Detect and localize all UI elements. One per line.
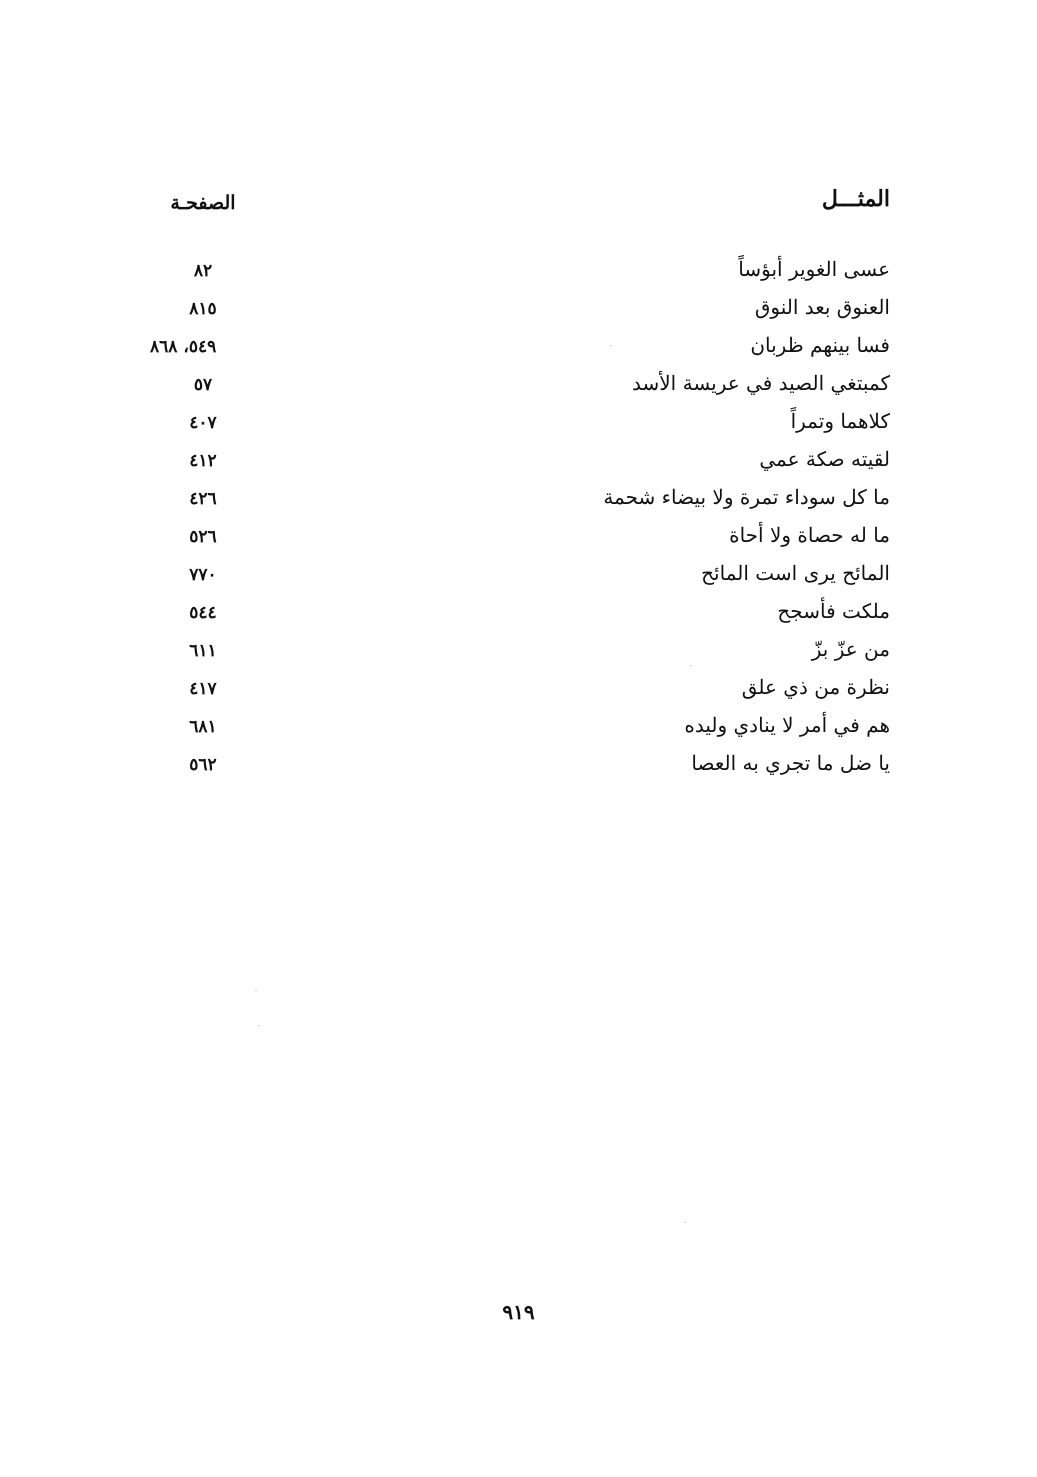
page-reference: ٤٢٦ xyxy=(189,489,217,509)
page-reference: ٤١٧ xyxy=(189,679,217,699)
proverb-text: يا ضل ما تجري به العصا xyxy=(691,751,890,775)
scan-speck xyxy=(258,1025,260,1026)
page-reference: ٤٠٧ xyxy=(189,413,217,433)
proverb-text: كلاهما وتمراً xyxy=(790,409,890,433)
scan-speck xyxy=(684,1222,686,1223)
list-item xyxy=(150,252,890,290)
list-item xyxy=(150,442,890,480)
scan-speck xyxy=(255,990,257,991)
proverb-text: نظرة من ذي علق xyxy=(741,675,890,699)
proverb-text: من عزّ بزّ xyxy=(811,637,890,661)
table-header xyxy=(150,186,890,226)
page-reference: ٨١٥ xyxy=(189,299,217,319)
list-item xyxy=(150,328,890,366)
proverb-column-header: المثـــل xyxy=(821,186,890,212)
proverb-text: كمبتغي الصيد في عريسة الأسد xyxy=(632,371,890,395)
page-reference: ٥٤٤ xyxy=(189,603,217,623)
proverb-index-list xyxy=(150,252,890,784)
list-item xyxy=(150,708,890,746)
list-item xyxy=(150,290,890,328)
proverb-text: عسى الغوير أبؤساً xyxy=(738,257,890,281)
proverb-text: ملكت فأسجح xyxy=(777,599,890,623)
list-item xyxy=(150,632,890,670)
list-item xyxy=(150,670,890,708)
proverb-text: المائح يرى است المائح xyxy=(701,561,890,585)
page-reference: ٥٢٦ xyxy=(189,527,217,547)
scan-speck xyxy=(690,665,692,666)
page-reference: ٨٢ xyxy=(193,261,213,281)
page-reference: ٥٤٩، ٨٦٨ xyxy=(150,337,217,357)
list-item xyxy=(150,480,890,518)
proverb-text: فسا بينهم ظربان xyxy=(750,333,890,357)
list-item xyxy=(150,556,890,594)
page-column-header: الصفحـة xyxy=(170,192,236,214)
proverb-text: ما كل سوداء تمرة ولا بيضاء شحمة xyxy=(603,485,890,509)
page-reference: ٦٨١ xyxy=(189,717,217,737)
page-number: ٩١٩ xyxy=(502,1300,535,1324)
list-item xyxy=(150,366,890,404)
scan-speck xyxy=(610,345,612,346)
page-reference: ٥٧ xyxy=(193,375,213,395)
proverb-text: ما له حصاة ولا أحاة xyxy=(729,523,890,547)
proverb-text: هم في أمر لا ينادي وليده xyxy=(684,713,890,737)
list-item xyxy=(150,518,890,556)
list-item xyxy=(150,594,890,632)
proverb-text: العنوق بعد النوق xyxy=(754,295,890,319)
page-reference: ٧٧٠ xyxy=(189,565,217,585)
page-reference: ٥٦٢ xyxy=(189,755,217,775)
page-reference: ٦١١ xyxy=(189,641,217,661)
list-item xyxy=(150,404,890,442)
page-reference: ٤١٢ xyxy=(189,451,217,471)
list-item xyxy=(150,746,890,784)
proverb-text: لقيته صكة عمي xyxy=(759,447,890,471)
